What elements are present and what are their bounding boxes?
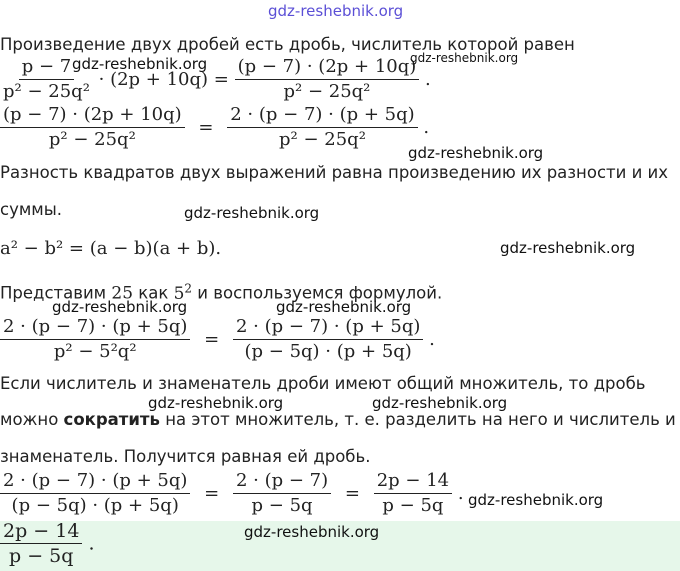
numerator: 2 · (p − 7) · (p + 5q) (233, 316, 423, 340)
numerator: (p − 7) · (2p + 10q) (235, 56, 420, 80)
equals-sign: = (204, 483, 220, 504)
denominator: p² − 5²q² (53, 341, 137, 362)
answer-formula (0, 520, 95, 567)
watermark: gdz-reshebnik.org (184, 204, 320, 222)
fraction (0, 104, 185, 151)
period: . (88, 532, 95, 555)
exponent: 2 (184, 281, 193, 295)
numerator: p − 7 (19, 56, 75, 80)
paragraph-difference-of-squares: Разность квадратов двух выражений равна произведению их разности и их (0, 163, 669, 182)
watermark: gdz-reshebnik.org (72, 55, 208, 73)
paragraph-result: знаменатель. Получится равная ей дробь. (0, 447, 371, 466)
denominator: p² − 25q² (279, 129, 366, 150)
text: можно (0, 410, 59, 429)
watermark: gdz-reshebnik.org (148, 394, 284, 412)
number: 25 (111, 283, 134, 304)
paragraph-sums: суммы. (0, 200, 63, 219)
watermark: gdz-reshebnik.org (276, 298, 412, 316)
formula-5 (0, 470, 464, 517)
watermark: gdz-reshebnik.org (410, 51, 519, 65)
denominator: p² − 25q² (3, 81, 90, 102)
text: на этот множитель, т. е. разделить на него и числитель и (165, 410, 676, 429)
fraction (227, 104, 417, 151)
watermark: gdz-reshebnik.org (500, 239, 636, 257)
numerator: (p − 7) · (2p + 10q) (0, 104, 185, 128)
formula-4 (0, 316, 435, 363)
equals-sign: = (204, 329, 220, 350)
denominator: (p − 5q) · (p + 5q) (244, 341, 412, 362)
formula-2 (0, 104, 429, 151)
operator: · (2p + 10q) = (98, 69, 229, 90)
fraction (233, 316, 423, 363)
denominator: p² − 25q² (48, 129, 136, 150)
watermark: gdz-reshebnik.org (468, 491, 604, 509)
period: . (423, 117, 430, 138)
numerator: 2 · (p − 7) · (p + 5q) (227, 104, 417, 128)
denominator: p − 5q (382, 495, 444, 516)
formula-1 (0, 56, 431, 103)
denominator: p − 5q (251, 495, 313, 516)
watermark: gdz-reshebnik.org (408, 144, 544, 162)
period: . (425, 69, 431, 90)
fraction (0, 470, 190, 517)
numerator: 2 · (p − 7) · (p + 5q) (0, 470, 190, 494)
fraction (0, 316, 190, 363)
watermark: gdz-reshebnik.org (372, 394, 508, 412)
fraction (233, 470, 331, 517)
denominator: (p − 5q) · (p + 5q) (11, 495, 179, 516)
bold-term: сократить (63, 410, 160, 429)
paragraph-product-rule: Произведение двух дробей есть дробь, числитель которой равен (0, 35, 575, 54)
watermark-top: gdz-reshebnik.org (268, 2, 404, 20)
period: . (429, 329, 435, 350)
watermark: gdz-reshebnik.org (52, 298, 188, 316)
period: . (457, 483, 464, 504)
numerator: 2 · (p − 7) · (p + 5q) (0, 316, 190, 340)
paragraph-common-factor: Если числитель и знаменатель дроби имеют общий множитель, то дробь (0, 374, 646, 393)
fraction (0, 520, 82, 567)
text: как (138, 283, 169, 303)
text: и воспользуемся формулой. (197, 283, 443, 303)
numerator: 2 · (p − 7) (233, 470, 331, 494)
formula-3: a² − b² = (a − b)(a + b). (0, 238, 222, 259)
denominator: p − 5q (9, 545, 74, 567)
fraction (374, 470, 452, 517)
denominator: p² − 25q² (283, 81, 371, 102)
paragraph-reduce (0, 410, 676, 430)
base: 5 (173, 283, 185, 304)
equals-sign: = (344, 483, 360, 504)
text: Представим (0, 283, 107, 303)
fraction (235, 56, 420, 103)
numerator: 2p − 14 (0, 520, 82, 544)
equals-sign: = (198, 117, 214, 138)
numerator: 2p − 14 (374, 470, 452, 494)
watermark: gdz-reshebnik.org (244, 523, 380, 541)
